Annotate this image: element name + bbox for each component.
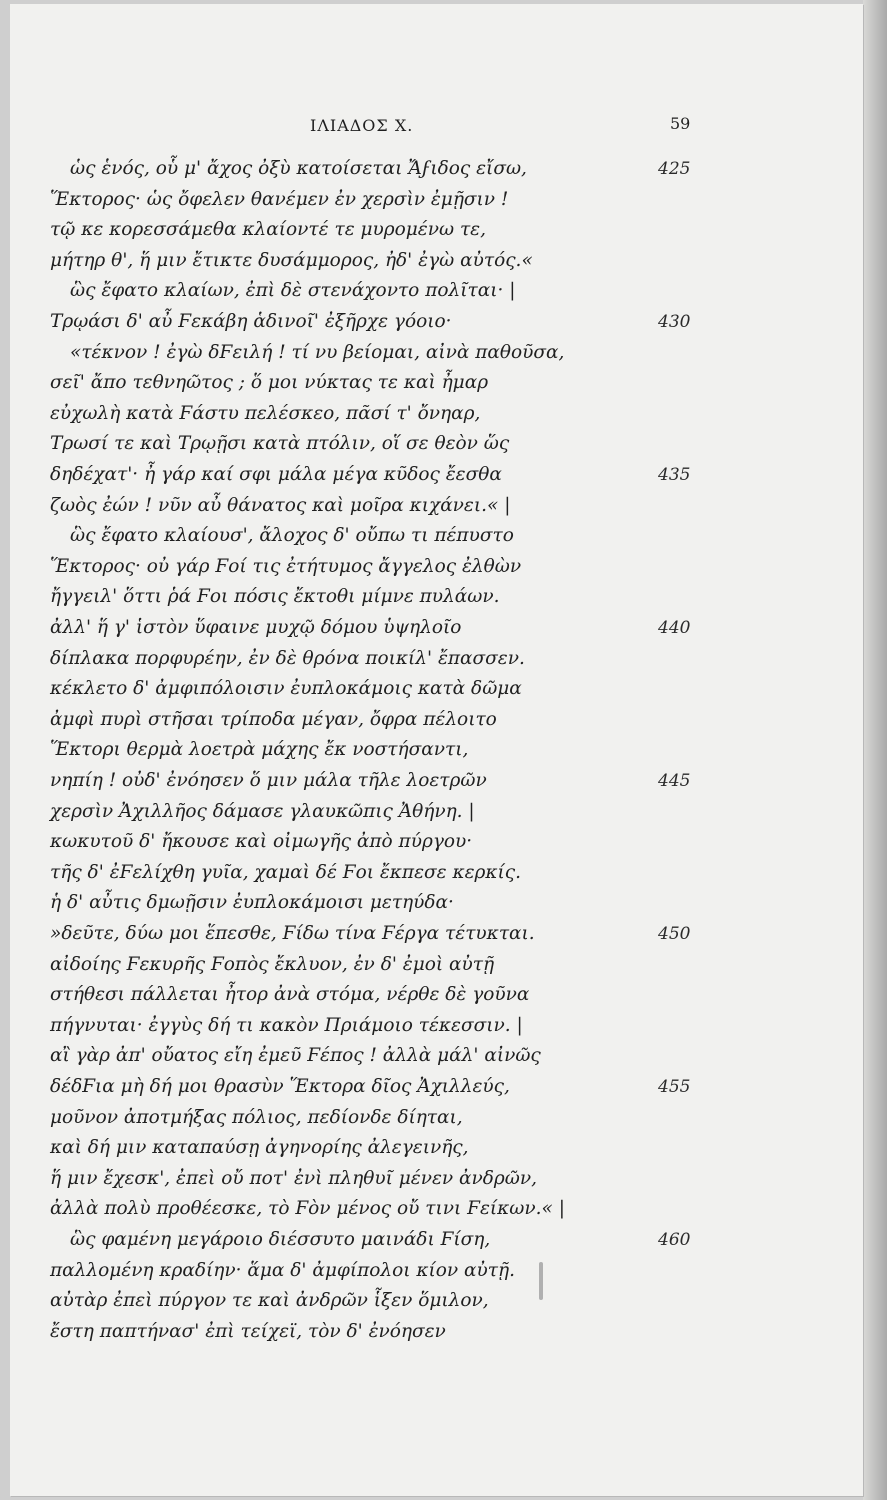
verse-line: Ἕκτορι θερμὰ λοετρὰ μάχης ἔκ νοστήσαντι, xyxy=(50,739,469,761)
verse-line: δέδϜια μὴ δή μοι θρασὺν Ἕκτορα δῖος Ἀχιλλεύς, xyxy=(50,1076,510,1097)
verse-line: «τέκνον ! ἐγὼ δϜειλή ! τί νυ βείομαι, αἰνὰ παθοῦσα, xyxy=(70,341,565,363)
verse-line: ὡς ἑνός, οὗ μ' ἄχος ὀξὺ κατοίσεται Ἄϝιδος εἴσω, xyxy=(70,158,527,179)
verse-line: δηδέχατ'· ἦ γάρ καί σφι μάλα μέγα κῦδος ἔεσθα xyxy=(50,464,502,485)
verse-line: Τρῳάσι δ' αὖ Ϝεκάβη ἁδινοῖ' ἐξῆρχε γόοιο· xyxy=(50,311,452,332)
verse-line: ἀλλὰ πολὺ προθέεσκε, τὸ Ϝὸν μένος οὔ τινι Ϝείκων.« | xyxy=(50,1198,565,1220)
verse-line: Ἕκτορος· ὡς ὄφελεν θανέμεν ἐν χερσὶν ἐμῇσιν ! xyxy=(50,188,509,210)
verse-line: ὣς ἔφατο κλαίων, ἐπὶ δὲ στενάχοντο πολῖται· | xyxy=(70,280,516,302)
line-number: 445 xyxy=(658,771,691,791)
verse-line: ἥ μιν ἔχεσκ', ἐπεὶ οὔ ποτ' ἐνὶ πληθυῖ μένεν ἀνδρῶν, xyxy=(50,1167,537,1189)
verse-line: τῆς δ' ἐϜελίχθη γυῖα, χαμαὶ δέ Ϝοι ἔκπεσε κερκίς. xyxy=(50,861,522,883)
verse-line: ζωὸς ἐών ! νῦν αὖ θάνατος καὶ μοῖρα κιχάνει.« | xyxy=(50,494,511,516)
verse-line: χερσὶν Ἀχιλλῆος δάμασε γλαυκῶπις Ἀθήνη. | xyxy=(50,800,475,822)
verse-line: ὣς φαμένη μεγάροιο διέσσυτο μαινάδι Ϝίση, xyxy=(70,1229,491,1250)
page-smudge xyxy=(539,1262,543,1300)
line-number: 430 xyxy=(658,312,691,332)
verse-line: αἰδοίης Ϝεκυρῆς Ϝοπὸς ἔκλυον, ἐν δ' ἐμοὶ αὐτῇ xyxy=(50,953,495,975)
page-number: 59 xyxy=(670,114,691,133)
verse-line: κέκλετο δ' ἀμφιπόλοισιν ἐυπλοκάμοις κατὰ δῶμα xyxy=(50,678,522,700)
verse-line: »δεῦτε, δύω μοι ἕπεσθε, Ϝίδω τίνα Ϝέργα τέτυκται. xyxy=(50,923,535,944)
verse-line: μήτηρ θ', ἥ μιν ἔτικτε δυσάμμορος, ἠδ' ἐγὼ αὐτός.« xyxy=(50,249,533,271)
line-number: 435 xyxy=(658,465,691,485)
book-page xyxy=(10,4,863,1496)
verse-line: στήθεσι πάλλεται ἦτορ ἀνὰ στόμα, νέρθε δὲ γοῦνα xyxy=(50,984,530,1006)
verse-line: παλλομένη κραδίην· ἅμα δ' ἀμφίπολοι κίον αὐτῇ. xyxy=(50,1259,515,1281)
line-number: 450 xyxy=(658,924,691,944)
verse-line: ἤγγειλ' ὅττι ῥά Ϝοι πόσις ἔκτοθι μίμνε πυλάων. xyxy=(50,586,500,608)
verse-line: ἀλλ' ἥ γ' ἱστὸν ὕφαινε μυχῷ δόμου ὑψηλοῖο xyxy=(50,617,462,638)
verse-line: τῷ κε κορεσσάμεθα κλαίοντέ τε μυρομένω τε, xyxy=(50,219,486,241)
verse-line: εὐχωλὴ κατὰ Ϝάστυ πελέσκεο, πᾶσί τ' ὄνηαρ, xyxy=(50,402,481,424)
page-edge xyxy=(863,0,887,1500)
verse-line: ἀμφὶ πυρὶ στῆσαι τρίποδα μέγαν, ὄφρα πέλοιτο xyxy=(50,708,497,730)
verse-line: πήγνυται· ἐγγὺς δή τι κακὸν Πριάμοιο τέκεσσιν. | xyxy=(50,1014,523,1036)
line-number: 440 xyxy=(658,618,691,638)
verse-line: αἲ γὰρ ἀπ' οὔατος εἴη ἐμεῦ Ϝέπος ! ἀλλὰ μάλ' αἰνῶς xyxy=(50,1045,541,1067)
verse-line: κωκυτοῦ δ' ἤκουσε καὶ οἰμωγῆς ἀπὸ πύργου· xyxy=(50,831,473,853)
line-number: 425 xyxy=(658,159,691,179)
verse-line: μοῦνον ἀποτμήξας πόλιος, πεδίονδε δίηται, xyxy=(50,1106,463,1128)
verse-line: ἡ δ' αὖτις δμωῇσιν ἐυπλοκάμοισι μετηύδα· xyxy=(50,892,454,914)
verse-line: Τρωσί τε καὶ Τρῳῇσι κατὰ πτόλιν, οἵ σε θεὸν ὥς xyxy=(50,433,510,455)
line-number: 455 xyxy=(658,1077,691,1097)
verse-line: δίπλακα πορφυρέην, ἐν δὲ θρόνα ποικίλ' ἔπασσεν. xyxy=(50,647,525,669)
verse-line: αὐτὰρ ἐπεὶ πύργον τε καὶ ἀνδρῶν ἷξεν ὅμιλον, xyxy=(50,1290,489,1312)
verse-line: ὣς ἔφατο κλαίουσ', ἄλοχος δ' οὔπω τι πέπυστο xyxy=(70,525,514,547)
verse-line: νηπίη ! οὐδ' ἐνόησεν ὅ μιν μάλα τῆλε λοετρῶν xyxy=(50,770,487,791)
verse-line: καὶ δή μιν καταπαύσῃ ἀγηνορίης ἀλεγεινῆς, xyxy=(50,1137,469,1159)
verse-line: Ἕκτορος· οὐ γάρ Ϝοί τις ἐτήτυμος ἄγγελος ἐλθὼν xyxy=(50,555,522,577)
running-head: ΙΛΙΑΔΟΣ Χ. xyxy=(310,116,414,135)
line-number: 460 xyxy=(658,1230,691,1250)
verse-line: σεῖ' ἄπο τεθνηῶτος ; ὅ μοι νύκτας τε καὶ ἦμαρ xyxy=(50,372,489,394)
verse-line: ἔστη παπτήνασ' ἐπὶ τείχεϊ, τὸν δ' ἐνόησεν xyxy=(50,1320,446,1342)
